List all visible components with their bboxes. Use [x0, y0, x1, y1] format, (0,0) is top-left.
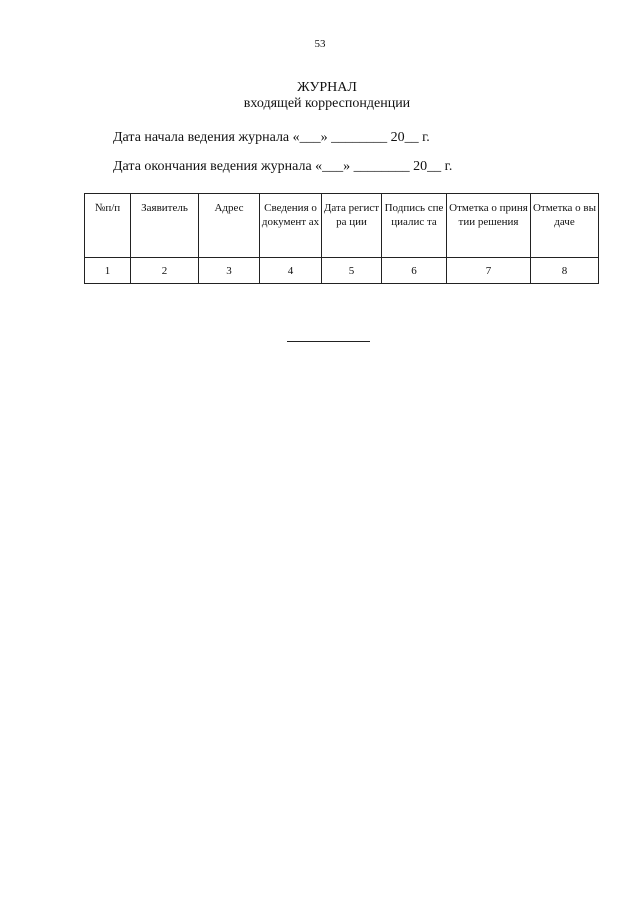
table-cell: 1: [85, 258, 131, 284]
header-cell-issue-mark: [531, 194, 599, 258]
table-cell: 4: [260, 258, 322, 284]
table-cell: 7: [447, 258, 531, 284]
table-cell: 3: [199, 258, 260, 284]
journal-start-date-line: Дата начала ведения журнала «___» ________ 20__ г.: [113, 130, 430, 145]
header-cell-registration-date: [322, 194, 382, 258]
journal-end-date-line: Дата окончания ведения журнала «___» ________ 20__ г.: [113, 159, 453, 174]
header-label: Заявитель: [141, 202, 188, 214]
table-cell: 2: [131, 258, 199, 284]
header-cell-decision-mark: [447, 194, 531, 258]
table-cell: 5: [322, 258, 382, 284]
header-cell-address: [199, 194, 260, 258]
header-cell-number: [85, 194, 131, 258]
header-cell-applicant: [131, 194, 199, 258]
header-label: Сведения о документ ах: [261, 202, 320, 228]
document-title: ЖУРНАЛ: [297, 80, 357, 95]
header-label: Подпись специалис та: [384, 202, 444, 228]
table-cell: 6: [382, 258, 447, 284]
page-number: 53: [314, 38, 326, 50]
header-label: Отметка о принятии решения: [449, 202, 528, 228]
header-label: Отметка о выдаче: [532, 202, 597, 228]
journal-header-row: [85, 194, 599, 258]
header-label: Дата регистра ции: [323, 202, 380, 228]
header-cell-document-info: [260, 194, 322, 258]
journal-table: [84, 193, 599, 284]
header-label: Адрес: [214, 202, 244, 214]
header-cell-specialist-signature: [382, 194, 447, 258]
header-label: №п/п: [94, 202, 121, 214]
end-rule-divider: [287, 341, 370, 342]
document-subtitle: входящей корреспонденции: [243, 96, 411, 111]
table-cell: 8: [531, 258, 599, 284]
table-row: [85, 258, 599, 284]
